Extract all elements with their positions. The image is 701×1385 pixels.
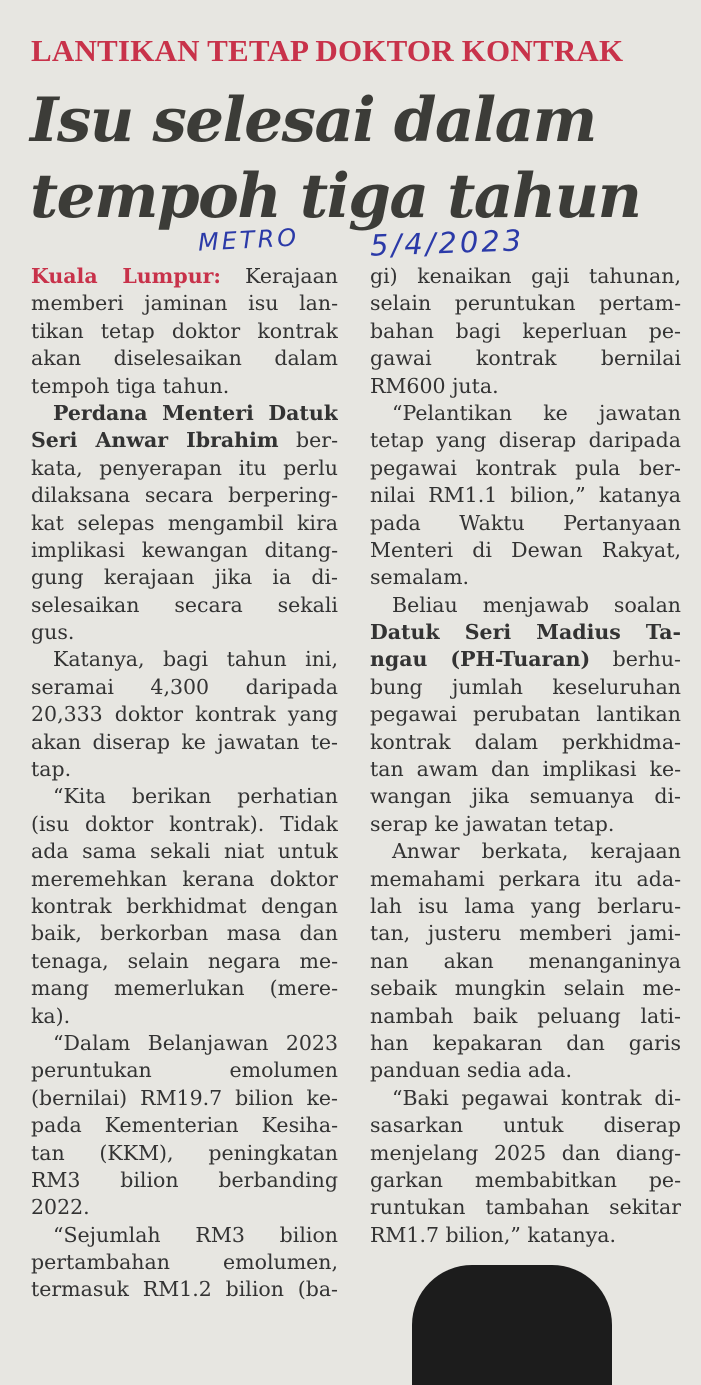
line-text: selesaikan secara sekali xyxy=(31,592,338,617)
text-line xyxy=(31,674,338,701)
article-left-column xyxy=(31,263,338,1304)
text-line xyxy=(370,1222,681,1249)
line-text: gung kerajaan jika ia di- xyxy=(31,565,338,590)
line-text: tetap yang diserap daripada xyxy=(370,428,681,453)
line-text: sebaik mungkin selain me- xyxy=(370,976,681,1001)
text-line xyxy=(31,920,338,947)
line-text: “Sejumlah RM3 bilion xyxy=(53,1222,338,1247)
text-line xyxy=(31,564,338,591)
line-text: wangan jika semuanya di- xyxy=(370,784,681,809)
dateline: Kuala Lumpur: xyxy=(31,264,221,288)
text-line xyxy=(31,290,338,317)
line-text: pada Waktu Pertanyaan xyxy=(370,510,681,535)
line-text: ka). xyxy=(31,1003,71,1028)
photo-fragment xyxy=(412,1265,612,1385)
text-line xyxy=(31,510,338,537)
text-line xyxy=(31,893,338,920)
text-line xyxy=(370,455,681,482)
text-line xyxy=(370,1030,681,1057)
text-line xyxy=(370,537,681,564)
text-line xyxy=(31,811,338,838)
text-line xyxy=(370,373,681,400)
text-line xyxy=(370,729,681,756)
text-line xyxy=(370,866,681,893)
line-text: menjelang 2025 dan diang- xyxy=(370,1140,681,1165)
text-line xyxy=(370,948,681,975)
line-text: termasuk RM1.2 bilion (ba- xyxy=(31,1277,338,1302)
text-line xyxy=(31,373,338,400)
text-line xyxy=(31,592,338,619)
text-line xyxy=(370,1140,681,1167)
text-line xyxy=(370,619,681,646)
text-line xyxy=(31,866,338,893)
line-text: selain peruntukan pertam- xyxy=(370,291,681,316)
text-line xyxy=(370,592,681,619)
line-text: kat selepas mengambil kira xyxy=(31,510,338,535)
text-line xyxy=(31,1167,338,1194)
text-line xyxy=(370,318,681,345)
headline xyxy=(30,83,690,235)
bold-name: ngau (PH-Tuaran) xyxy=(370,647,591,672)
handwritten-source: METRO xyxy=(197,223,300,257)
line-text: kata, penyerapan itu perlu xyxy=(31,455,338,480)
text-line xyxy=(370,674,681,701)
text-line xyxy=(31,263,338,290)
line-text: tap. xyxy=(31,757,72,782)
article-right-column xyxy=(370,263,681,1249)
line-text: bung jumlah keseluruhan xyxy=(370,674,681,699)
text-line xyxy=(31,783,338,810)
text-line xyxy=(31,646,338,673)
text-line xyxy=(31,482,338,509)
line-text: Anwar berkata, kerajaan xyxy=(392,839,681,864)
text-line xyxy=(31,701,338,728)
line-text: peruntukan emolumen xyxy=(31,1058,338,1083)
text-line xyxy=(31,1085,338,1112)
line-text: (isu doktor kontrak). Tidak xyxy=(31,811,338,836)
line-text: sasarkan untuk diserap xyxy=(370,1113,681,1138)
text-line xyxy=(370,290,681,317)
text-line xyxy=(370,400,681,427)
text-line xyxy=(370,1194,681,1221)
line-text: gi) kenaikan gaji tahunan, xyxy=(370,264,681,288)
text-line xyxy=(31,1222,338,1249)
line-text: dilaksana secara berpering- xyxy=(31,483,338,508)
text-line xyxy=(370,510,681,537)
line-text: kontrak dalam perkhidma- xyxy=(370,729,681,754)
line-text: “Kita berikan perhatian xyxy=(53,784,338,809)
line-text: lah isu lama yang berlaru- xyxy=(370,893,681,918)
text-line xyxy=(370,756,681,783)
line-text: ber- xyxy=(278,428,338,453)
line-text: nan akan menanganinya xyxy=(370,948,681,973)
line-text: memahami perkara itu ada- xyxy=(370,866,681,891)
line-text: semalam. xyxy=(370,565,470,590)
bold-name: Datuk Seri Madius Ta- xyxy=(370,620,681,645)
text-line xyxy=(370,1057,681,1084)
text-line xyxy=(370,1167,681,1194)
line-text: RM3 bilion berbanding xyxy=(31,1167,338,1192)
text-line xyxy=(370,1112,681,1139)
text-line xyxy=(31,1057,338,1084)
line-text: seramai 4,300 daripada xyxy=(31,674,338,699)
line-text: akan diselesaikan dalam xyxy=(31,346,338,371)
line-text: Beliau menjawab soalan xyxy=(392,592,681,617)
line-text: bahan bagi keperluan pe- xyxy=(370,318,681,343)
text-line xyxy=(31,948,338,975)
line-text: garkan membabitkan pe- xyxy=(370,1167,681,1192)
text-line xyxy=(31,1003,338,1030)
line-text: nambah baik peluang lati- xyxy=(370,1003,681,1028)
line-text: “Dalam Belanjawan 2023 xyxy=(53,1030,338,1055)
line-text: han kepakaran dan garis xyxy=(370,1030,681,1055)
line-text: Menteri di Dewan Rakyat, xyxy=(370,537,681,562)
line-text: gawai kontrak bernilai xyxy=(370,346,681,371)
text-line xyxy=(31,1276,338,1303)
line-text: tenaga, selain negara me- xyxy=(31,948,338,973)
text-line xyxy=(31,1112,338,1139)
line-text: tempoh tiga tahun. xyxy=(31,373,230,398)
headline-line-2: tempoh tiga tahun xyxy=(30,161,641,232)
line-text: tikan tetap doktor kontrak xyxy=(31,318,338,343)
text-line xyxy=(370,893,681,920)
text-line xyxy=(370,482,681,509)
kicker: LANTIKAN TETAP DOKTOR KONTRAK xyxy=(31,33,624,68)
line-text: gus. xyxy=(31,620,75,645)
text-line xyxy=(31,318,338,345)
line-text: kontrak berkhidmat dengan xyxy=(31,893,338,918)
text-line xyxy=(370,838,681,865)
text-line xyxy=(31,427,338,454)
text-line xyxy=(31,1194,338,1221)
text-line xyxy=(31,345,338,372)
text-line xyxy=(370,646,681,673)
text-line xyxy=(370,1003,681,1030)
text-line xyxy=(31,455,338,482)
line-text: pada Kementerian Kesiha- xyxy=(31,1113,338,1138)
line-text: Katanya, bagi tahun ini, xyxy=(53,647,338,672)
text-line xyxy=(31,1249,338,1276)
text-line xyxy=(31,400,338,427)
line-text: “Pelantikan ke jawatan xyxy=(392,400,681,425)
line-text: tan (KKM), peningkatan xyxy=(31,1140,338,1165)
text-line xyxy=(370,975,681,1002)
line-text: RM600 juta. xyxy=(370,373,499,398)
headline-line-1: Isu selesai dalam xyxy=(30,85,596,156)
line-text: panduan sedia ada. xyxy=(370,1058,572,1083)
line-text: baik, berkorban masa dan xyxy=(31,921,338,946)
text-line xyxy=(370,263,681,290)
line-text: nilai RM1.1 bilion,” katanya xyxy=(370,483,681,508)
text-line xyxy=(31,756,338,783)
line-text: RM1.7 bilion,” katanya. xyxy=(370,1222,617,1247)
bold-name: Perdana Menteri Datuk xyxy=(53,400,338,425)
text-line xyxy=(370,564,681,591)
line-text: pegawai perubatan lantikan xyxy=(370,702,681,727)
text-line xyxy=(370,1085,681,1112)
text-line xyxy=(31,975,338,1002)
line-text: 2022. xyxy=(31,1195,90,1220)
text-line xyxy=(370,920,681,947)
line-text: pertambahan emolumen, xyxy=(31,1250,338,1275)
text-line xyxy=(370,701,681,728)
line-text: meremehkan kerana doktor xyxy=(31,866,338,891)
text-line xyxy=(370,783,681,810)
text-line xyxy=(31,1030,338,1057)
text-line xyxy=(31,838,338,865)
handwritten-date: 5/4/2023 xyxy=(369,223,525,263)
line-text: tan, justeru memberi jami- xyxy=(370,921,681,946)
line-text: Kerajaan xyxy=(220,264,338,288)
line-text: memberi jaminan isu lan- xyxy=(31,291,338,316)
line-text: (bernilai) RM19.7 bilion ke- xyxy=(31,1085,338,1110)
line-text: runtukan tambahan sekitar xyxy=(370,1195,681,1220)
line-text: serap ke jawatan tetap. xyxy=(370,811,615,836)
text-line xyxy=(370,427,681,454)
text-line xyxy=(31,1140,338,1167)
line-text: mang memerlukan (mere- xyxy=(31,976,338,1001)
text-line xyxy=(370,811,681,838)
text-line xyxy=(370,345,681,372)
line-text: implikasi kewangan ditang- xyxy=(31,537,338,562)
line-text: ada sama sekali niat untuk xyxy=(31,839,338,864)
text-line xyxy=(31,537,338,564)
line-text: akan diserap ke jawatan te- xyxy=(31,729,338,754)
text-line xyxy=(31,729,338,756)
line-text: pegawai kontrak pula ber- xyxy=(370,455,681,480)
line-text: 20,333 doktor kontrak yang xyxy=(31,702,338,727)
text-line xyxy=(31,619,338,646)
line-text: tan awam dan implikasi ke- xyxy=(370,757,681,782)
line-text: berhu- xyxy=(590,647,681,672)
bold-name: Seri Anwar Ibrahim xyxy=(31,428,279,453)
line-text: “Baki pegawai kontrak di- xyxy=(392,1085,681,1110)
